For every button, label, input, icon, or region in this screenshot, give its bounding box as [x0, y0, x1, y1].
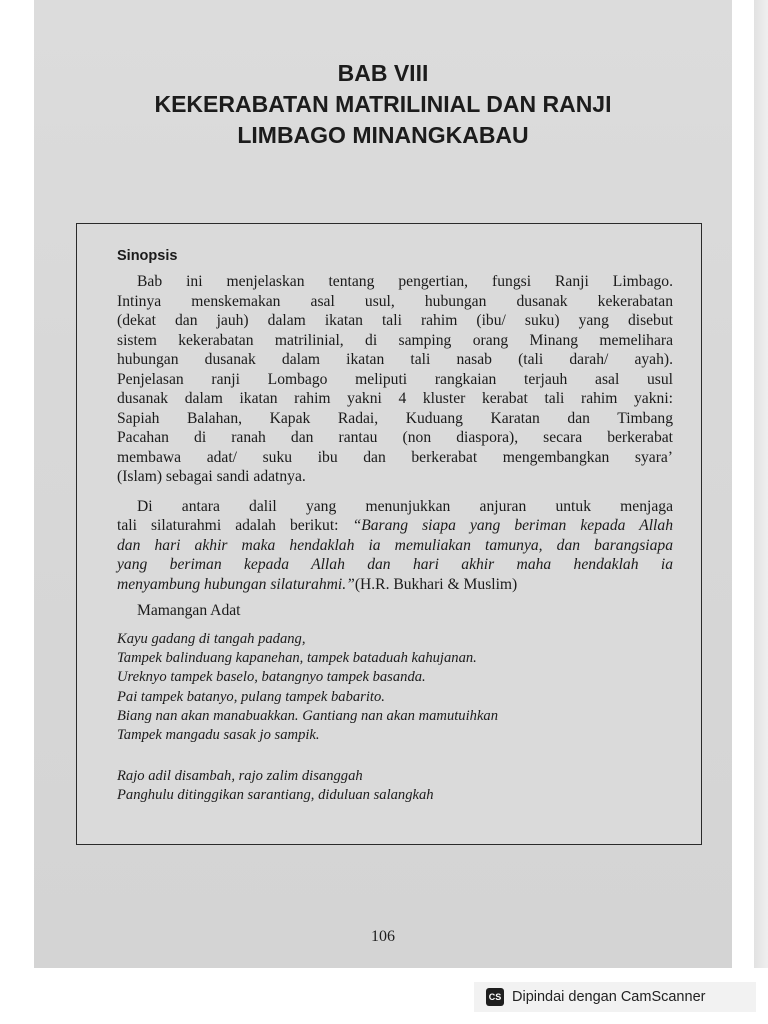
- mamangan-verse-1: [117, 630, 673, 745]
- text-line: Bab ini menjelaskan tentang pengertian, fungsi Ranji Limbago.: [137, 273, 673, 290]
- text-line: hubungan dusanak dalam ikatan tali nasab (tali darah/ ayah).: [117, 351, 673, 368]
- hadith-source: (H.R. Bukhari & Muslim): [354, 575, 518, 593]
- hadith-quote: yang beriman kepada Allah dan hari akhir maha hendaklah ia: [117, 556, 673, 573]
- verse-line: Tampek mangadu sasak jo sampik.: [117, 727, 320, 744]
- text-line: (dekat dan jauh) dalam ikatan tali rahim (ibu/ suku) yang disebut: [117, 312, 673, 329]
- text-line: [117, 516, 673, 536]
- text-line: [117, 575, 673, 595]
- hadith-quote: menyambung hubungan silaturahmi.”: [117, 575, 355, 593]
- page-number: 106: [371, 928, 395, 945]
- verse-line: Tampek balinduang kapanehan, tampek bataduah kahujanan.: [117, 650, 477, 667]
- text-line: Sapiah Balahan, Kapak Radai, Kuduang Karatan dan Timbang: [117, 409, 673, 427]
- camscanner-text: Dipindai dengan CamScanner: [512, 989, 706, 1005]
- synopsis-content: [117, 248, 673, 806]
- synopsis-paragraph-1: [117, 272, 673, 487]
- verse-line: Panghulu ditinggikan sarantiang, diduluan salangkah: [117, 787, 434, 804]
- text-line: Intinya menskemakan asal usul, hubungan dusanak kekerabatan: [117, 292, 673, 310]
- camscanner-badge: [474, 982, 756, 1012]
- chapter-number: BAB VIII: [337, 60, 429, 86]
- verse-line: Kayu gadang di tangah padang,: [117, 631, 306, 647]
- verse-line: Rajo adil disambah, rajo zalim disanggah: [117, 768, 363, 785]
- text-line: Pacahan di ranah dan rantau (non diaspora), secara berkerabat: [117, 429, 673, 446]
- text-normal: tali silaturahmi adalah berikut:: [117, 517, 353, 534]
- page-edge: [754, 0, 768, 968]
- synopsis-box: [76, 223, 702, 845]
- verse-line: Biang nan akan manabuakkan. Gantiang nan akan mamutuihkan: [117, 707, 499, 724]
- verse-line: Ureknyo tampek baselo, batangnyo tampek basanda.: [117, 669, 426, 686]
- text-line: Penjelasan ranji Lombago meliputi rangkaian terjauh asal usul: [117, 370, 673, 388]
- chapter-title-line2: LIMBAGO MINANGKABAU: [237, 122, 529, 148]
- chapter-title: [34, 58, 732, 151]
- hadith-quote: dan hari akhir maka hendaklah ia memuliakan tamunya, dan barangsiapa: [117, 536, 673, 554]
- text-line: dusanak dalam ikatan rahim yakni 4 kluster kerabat tali rahim yakni:: [117, 390, 673, 407]
- camscanner-logo-icon: CS: [486, 988, 504, 1006]
- synopsis-heading: Sinopsis: [117, 248, 178, 264]
- hadith-quote: “Barang siapa yang beriman kepada Allah: [352, 517, 673, 534]
- text-line: Di antara dalil yang menunjukkan anjuran untuk menjaga: [137, 497, 673, 515]
- text-line: sistem kekerabatan matrilinial, di samping orang Minang memelihara: [117, 331, 673, 349]
- mamangan-verse-2: [117, 767, 673, 805]
- synopsis-paragraph-2: [117, 497, 673, 595]
- chapter-title-line1: KEKERABATAN MATRILINIAL DAN RANJI: [154, 91, 612, 117]
- mamangan-heading: Mamangan Adat: [137, 602, 241, 619]
- verse-line: Pai tampek batanyo, pulang tampek babarito.: [117, 688, 385, 705]
- text-line: (Islam) sebagai sandi adatnya.: [117, 468, 306, 485]
- text-line: membawa adat/ suku ibu dan berkerabat mengembangkan syara’: [117, 448, 673, 466]
